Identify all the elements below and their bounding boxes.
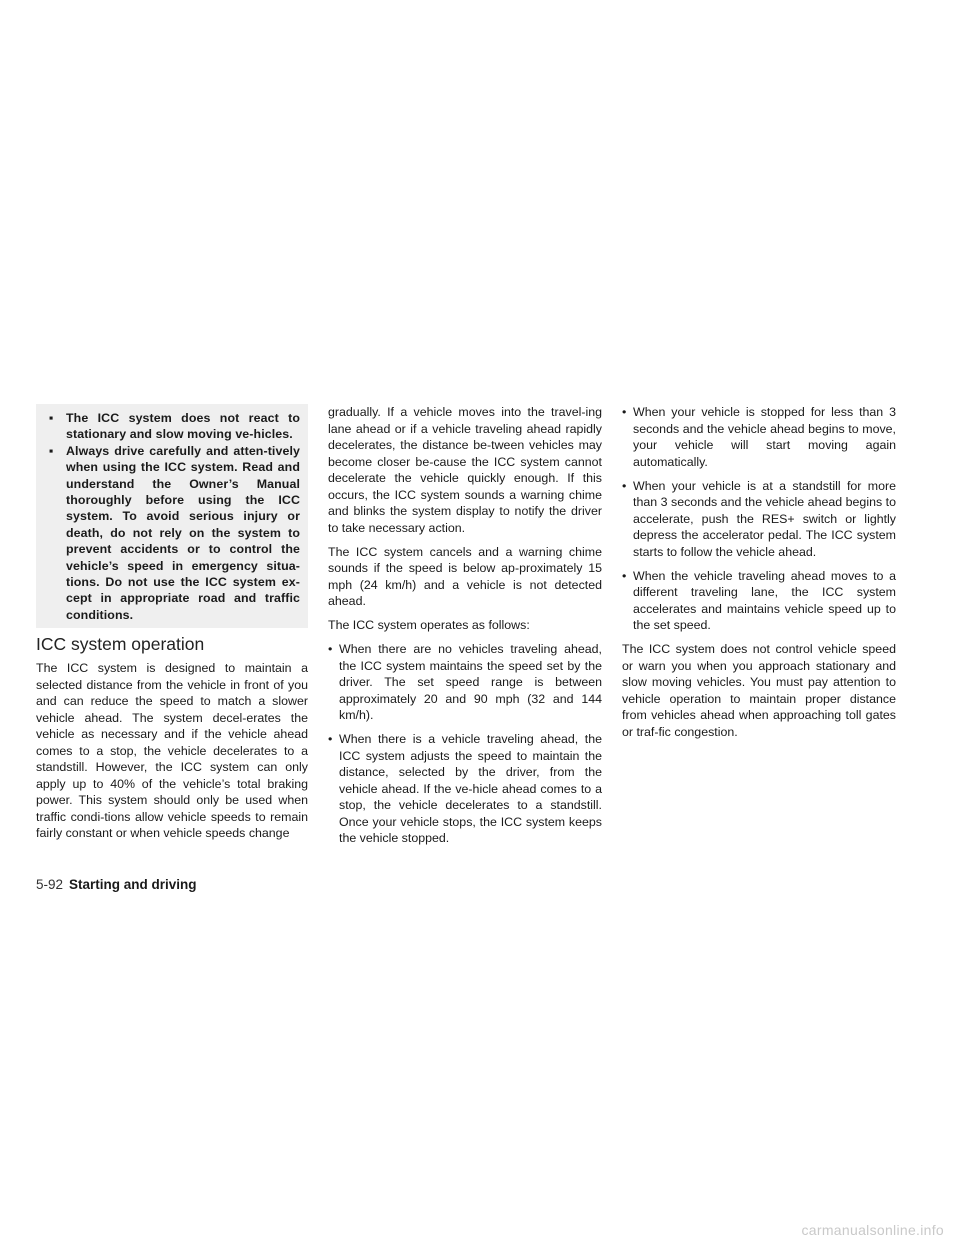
operation-bullet [622, 568, 896, 634]
bullet-icon: • [328, 732, 333, 746]
bullet-text: When the vehicle traveling ahead moves to a different traveling lane, the ICC system accelerates and maintains vehicle speed up to the set speed. [633, 568, 896, 632]
operation-bullet [328, 731, 602, 847]
warning-item-text: Always drive carefully and atten-tively when using the ICC system. Read and understand the Owner’s Manual thoroughly before using the ICC system. To avoid serious injury or death, do not rely on the system to prevent accidents or to control the vehicle’s speed in emergency situa-tions. Do not use the ICC system ex-cept in appropriate road and traffic conditions. [66, 443, 300, 622]
square-bullet-icon: ▪ [49, 411, 54, 425]
intro-paragraph-part2: gradually. If a vehicle moves into the travel-ing lane ahead or if a vehicle traveling ahead rapidly decelerates, the distance be-tween vehicles may become closer be-cause the ICC system cannot decelerate the vehicle quickly enough. If this occurs, the ICC system sounds a warning chime and blinks the system display to notify the driver to take necessary action. [328, 405, 602, 535]
column-3 [622, 404, 896, 748]
bullet-text: When there is a vehicle traveling ahead, the ICC system adjusts the speed to maintain the distance, selected by the driver, from the vehicle ahead. If the ve-hicle ahead comes to a stop, the vehicle decelerates to a standstill. Once your vehicle stops, the ICC system keeps the vehicle stopped. [339, 732, 602, 845]
operation-bullet [328, 641, 602, 724]
warning-box [36, 404, 308, 628]
bullet-text: When your vehicle is at a standstill for more than 3 seconds and the vehicle ahead begins to accelerate, push the RES+ switch or lightly depress the accelerator pedal. The ICC system starts to follow the vehicle ahead. [633, 478, 896, 559]
bullet-text: When there are no vehicles traveling ahead, the ICC system maintains the speed set by the driver. The set speed range is between approximately 20 and 90 mph (32 and 144 km/h). [339, 642, 602, 722]
warning-item [44, 443, 300, 623]
warning-item-text: The ICC system does not react to stationary and slow moving ve-hicles. [66, 411, 300, 442]
warning-list [44, 410, 300, 623]
page-footer [36, 877, 197, 892]
bullet-icon: • [622, 478, 627, 493]
operates-paragraph: The ICC system operates as follows: [328, 618, 530, 632]
watermark: carmanualsonline.info [801, 1222, 944, 1238]
operation-bullet [622, 478, 896, 561]
cancel-paragraph: The ICC system cancels and a warning chime sounds if the speed is below ap-proximately 15 mph (24 km/h) and a vehicle is not detected ahead. [328, 544, 602, 608]
intro-paragraph-part1: The ICC system is designed to maintain a selected distance from the vehicle in front of you and can reduce the speed to match a slower vehicle ahead. The system decel-erates the vehicle as necessary and if the vehicle ahead comes to a stop, the vehicle decelerates to a standstill. However, the ICC system can only apply up to 40% of the vehicle’s total braking power. This system should only be used when traffic condi-tions allow vehicle speeds to remain fairly constant or when vehicle speeds change [36, 661, 308, 840]
bullet-icon: • [328, 642, 333, 656]
bullet-icon: • [622, 568, 627, 583]
bullet-text: When your vehicle is stopped for less than 3 seconds and the vehicle ahead begins to move, your vehicle will start moving again automatically. [633, 405, 896, 469]
column-2 [328, 404, 602, 854]
page-number: 5-92 [36, 877, 64, 892]
warning-item [44, 410, 300, 443]
footer-section-title: Starting and driving [69, 877, 197, 892]
section-heading: ICC system operation [36, 634, 205, 654]
bullet-icon: • [622, 405, 627, 419]
operation-bullet [622, 404, 896, 470]
square-bullet-icon: ▪ [49, 443, 54, 458]
closing-paragraph: The ICC system does not control vehicle speed or warn you when you approach stationary and slow moving vehicles. You must pay attention to vehicle operation to maintain proper distance from vehicles ahead when approaching toll gates or traf-fic congestion. [622, 642, 896, 739]
